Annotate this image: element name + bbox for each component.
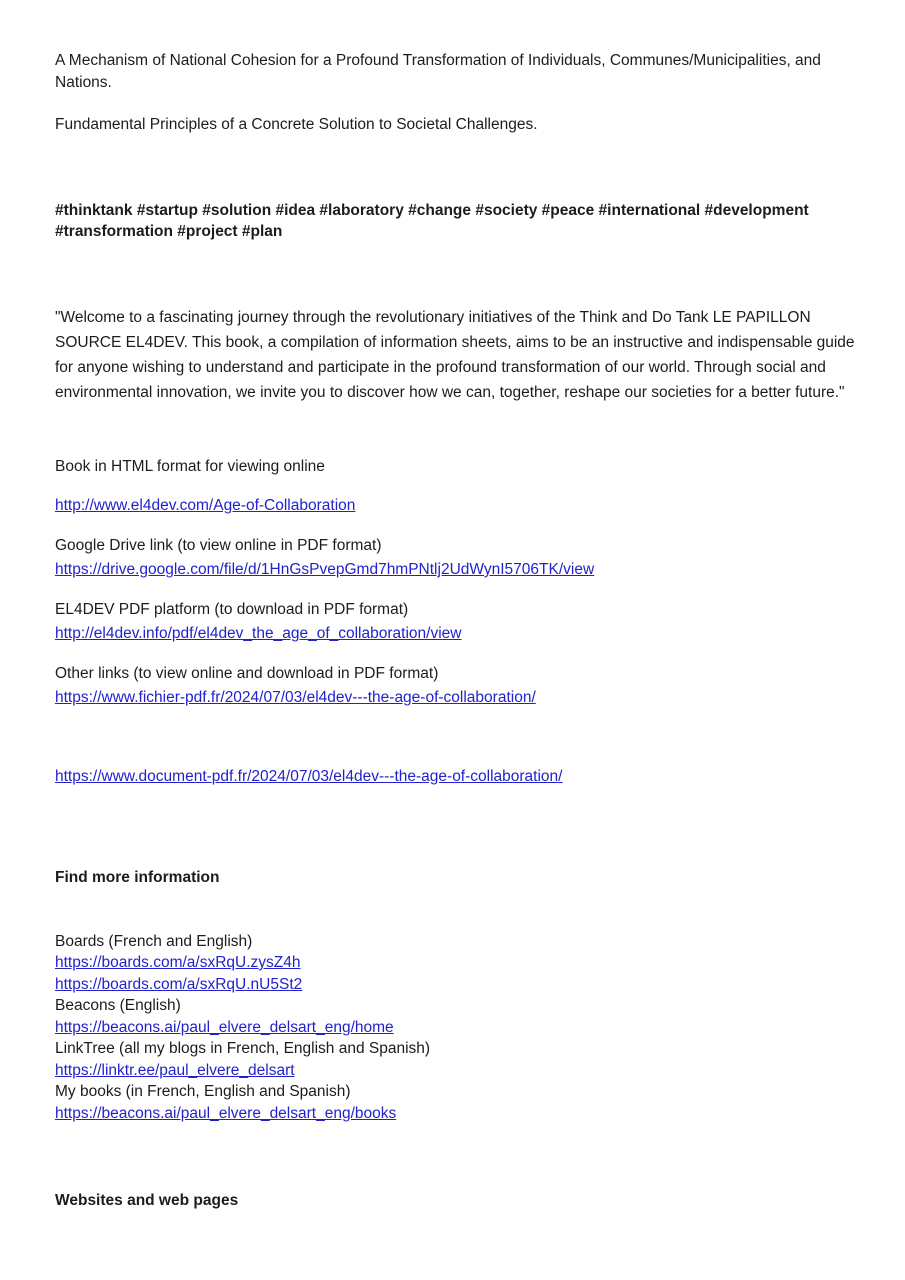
hashtags-paragraph: #thinktank #startup #solution #idea #laboratory #change #society #peace #international #development #transformation #project #plan — [55, 201, 809, 240]
boards-label: Boards (French and English) — [55, 932, 253, 950]
boards-link-2[interactable]: https://boards.com/a/sxRqU.nU5St2 — [55, 975, 303, 993]
boards-link-1[interactable]: https://boards.com/a/sxRqU.zysZ4h — [55, 954, 301, 971]
google-drive-link[interactable]: https://drive.google.com/file/d/1HnGsPvepGmd7hmPNtlj2UdWynI5706TK/view — [55, 561, 595, 578]
linktree-label: LinkTree (all my blogs in French, English and Spanish) — [55, 1040, 431, 1057]
my-books-link[interactable]: https://beacons.ai/paul_elvere_delsart_eng/books — [55, 1104, 397, 1122]
subtitle-paragraph: Fundamental Principles of a Concrete Solution to Societal Challenges. — [55, 116, 538, 133]
websites-heading: Websites and web pages — [55, 1192, 239, 1209]
beacons-label: Beacons (English) — [55, 997, 181, 1014]
other-links-label: Other links (to view online and download in PDF format) — [55, 664, 439, 682]
my-books-label: My books (in French, English and Spanish) — [55, 1083, 351, 1100]
pdf-platform-link[interactable]: http://el4dev.info/pdf/el4dev_the_age_of_collaboration/view — [55, 625, 462, 642]
intro-paragraph: A Mechanism of National Cohesion for a Profound Transformation of Individuals, Communes/Municipalities, and Nations. — [55, 52, 821, 91]
pdf-platform-label: EL4DEV PDF platform (to download in PDF format) — [55, 600, 409, 618]
find-more-heading: Find more information — [55, 869, 220, 886]
fichier-pdf-link[interactable]: https://www.fichier-pdf.fr/2024/07/03/el4dev---the-age-of-collaboration/ — [55, 689, 536, 706]
google-drive-label: Google Drive link (to view online in PDF format) — [55, 536, 382, 554]
book-html-link[interactable]: http://www.el4dev.com/Age-of-Collaboration — [55, 497, 356, 514]
document-pdf-link[interactable]: https://www.document-pdf.fr/2024/07/03/el4dev---the-age-of-collaboration/ — [55, 767, 563, 785]
book-html-label: Book in HTML format for viewing online — [55, 457, 325, 475]
linktree-link[interactable]: https://linktr.ee/paul_elvere_delsart — [55, 1061, 295, 1079]
beacons-home-link[interactable]: https://beacons.ai/paul_elvere_delsart_eng/home — [55, 1018, 394, 1036]
welcome-quote: "Welcome to a fascinating journey through the revolutionary initiatives of the Think and Do Tank LE PAPILLON SOURCE EL4DEV. This book, a compilation of information sheets, aims to be an instructive and indispensable guide for anyone wishing to understand and participate in the profound transformation of our world. Through social and environmental innovation, we invite you to discover how we can, together, reshape our societies for a better future." — [55, 308, 855, 401]
